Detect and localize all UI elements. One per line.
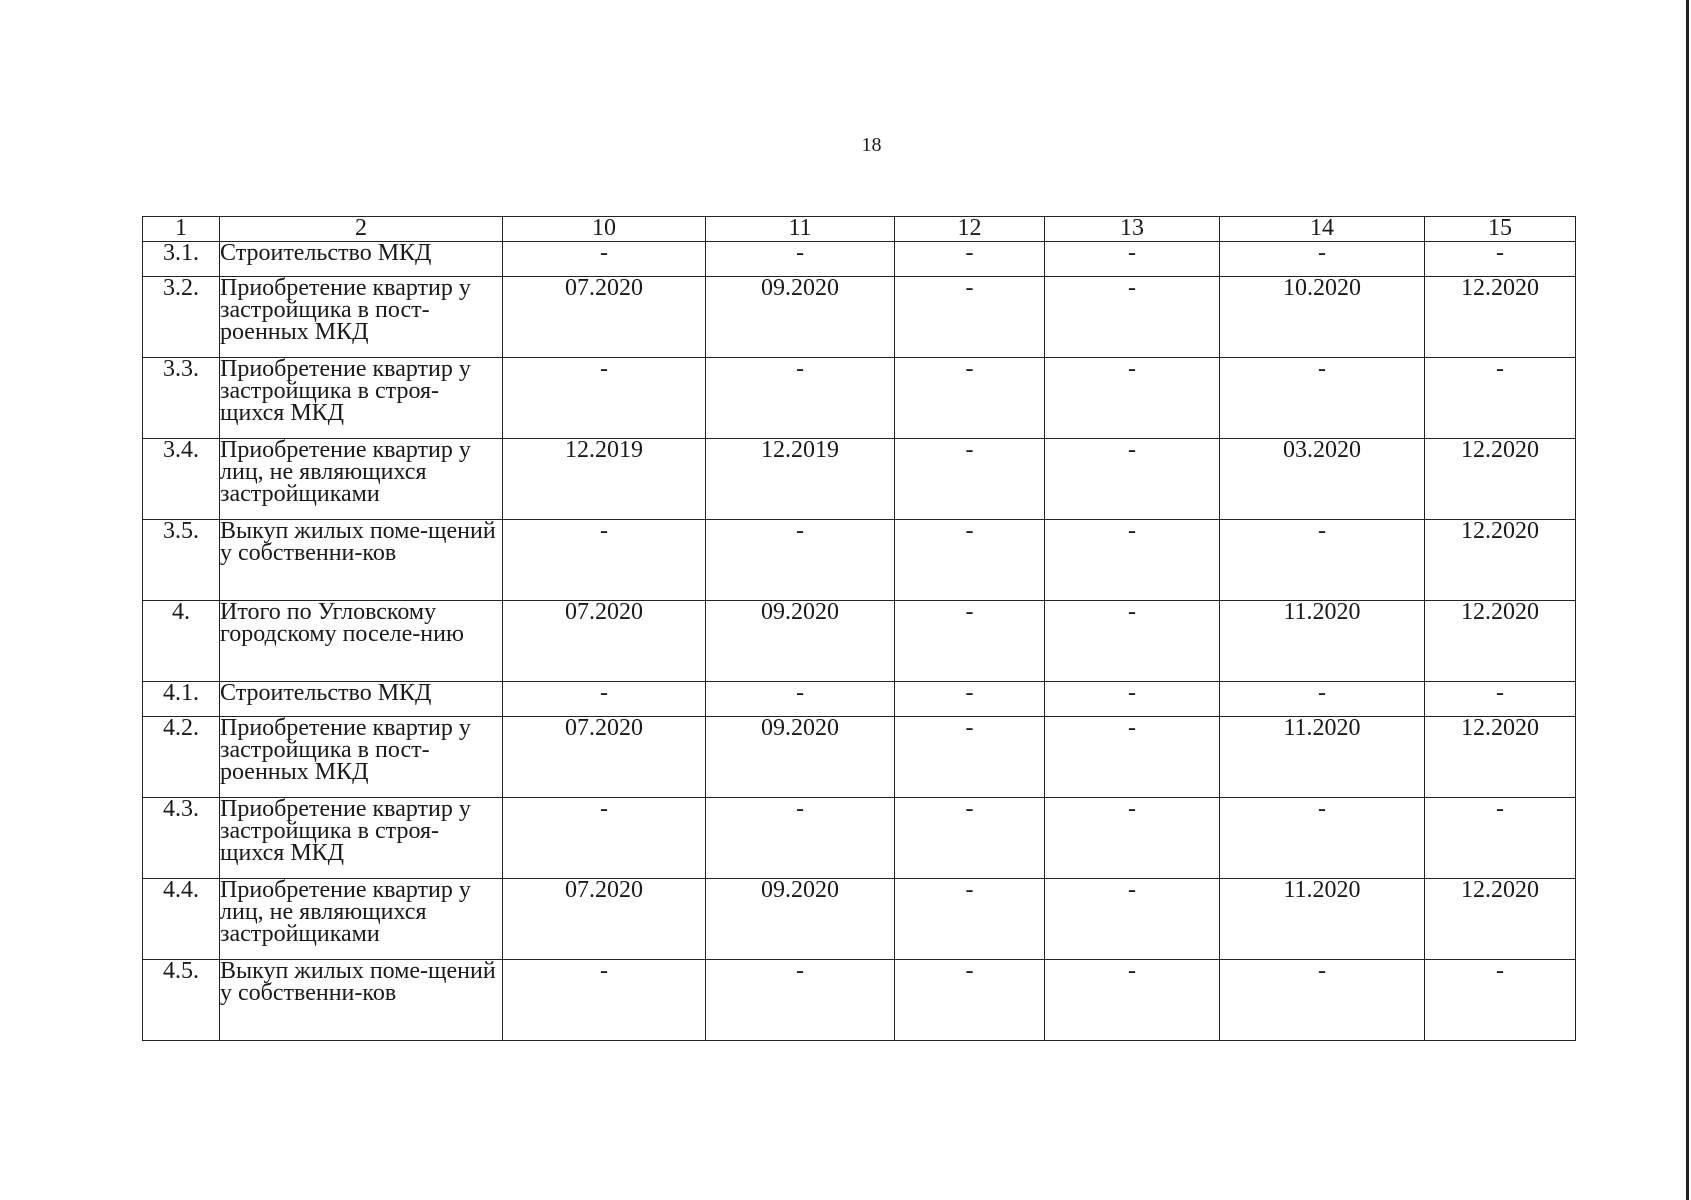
row-value-cell: - xyxy=(895,439,1045,520)
row-value-cell: 12.2020 xyxy=(1425,717,1576,798)
page-number: 18 xyxy=(861,134,882,156)
row-value-cell: - xyxy=(1425,798,1576,879)
row-name-cell: Приобретение квартир у застройщика в строя-щихся МКД xyxy=(220,798,503,879)
row-number-cell: 4.5. xyxy=(143,960,220,1041)
row-name-cell: Выкуп жилых поме-щений у собственни-ков xyxy=(220,960,503,1041)
row-value-cell: 07.2020 xyxy=(503,601,706,682)
row-value-cell: - xyxy=(706,960,895,1041)
row-value-cell: 09.2020 xyxy=(706,601,895,682)
row-value-cell: - xyxy=(895,242,1045,277)
table-row xyxy=(143,439,1576,520)
table-row xyxy=(143,879,1576,960)
row-value-cell: 10.2020 xyxy=(1220,277,1425,358)
row-value-cell: - xyxy=(706,520,895,601)
row-value-cell: - xyxy=(1045,242,1220,277)
row-name-cell: Строительство МКД xyxy=(220,242,503,277)
row-value-cell: 12.2020 xyxy=(1425,439,1576,520)
row-value-cell: - xyxy=(1045,879,1220,960)
row-value-cell: - xyxy=(706,358,895,439)
row-value-cell: - xyxy=(1220,798,1425,879)
row-value-cell: 07.2020 xyxy=(503,277,706,358)
row-name-cell: Приобретение квартир у лиц, не являющихся застройщиками xyxy=(220,439,503,520)
row-name-cell: Приобретение квартир у застройщика в пост-роенных МКД xyxy=(220,717,503,798)
row-number-cell: 3.3. xyxy=(143,358,220,439)
table-row xyxy=(143,601,1576,682)
row-value-cell: - xyxy=(895,960,1045,1041)
row-number-cell: 4.2. xyxy=(143,717,220,798)
table-row xyxy=(143,717,1576,798)
table-row xyxy=(143,358,1576,439)
row-value-cell: - xyxy=(895,520,1045,601)
table-row xyxy=(143,682,1576,717)
table-row xyxy=(143,798,1576,879)
row-value-cell: - xyxy=(1220,520,1425,601)
row-value-cell: 11.2020 xyxy=(1220,601,1425,682)
row-value-cell: - xyxy=(1220,960,1425,1041)
row-value-cell: 12.2019 xyxy=(706,439,895,520)
row-value-cell: 07.2020 xyxy=(503,717,706,798)
row-value-cell: 12.2020 xyxy=(1425,601,1576,682)
row-value-cell: - xyxy=(503,798,706,879)
row-value-cell: - xyxy=(706,242,895,277)
row-value-cell: - xyxy=(895,682,1045,717)
header-cell: 2 xyxy=(220,217,503,242)
row-value-cell: - xyxy=(895,879,1045,960)
row-number-cell: 3.1. xyxy=(143,242,220,277)
row-value-cell: - xyxy=(1045,358,1220,439)
row-name-cell: Приобретение квартир у застройщика в пост-роенных МКД xyxy=(220,277,503,358)
row-value-cell: 12.2020 xyxy=(1425,277,1576,358)
row-value-cell: 12.2019 xyxy=(503,439,706,520)
row-value-cell: - xyxy=(895,601,1045,682)
schedule-table xyxy=(142,216,1576,1041)
row-value-cell: - xyxy=(503,682,706,717)
row-value-cell: 12.2020 xyxy=(1425,520,1576,601)
header-cell: 1 xyxy=(143,217,220,242)
row-value-cell: - xyxy=(895,358,1045,439)
table-row xyxy=(143,520,1576,601)
row-value-cell: - xyxy=(706,682,895,717)
row-value-cell: - xyxy=(1045,717,1220,798)
row-value-cell: - xyxy=(1045,798,1220,879)
row-name-cell: Итого по Угловскому городскому поселе-нию xyxy=(220,601,503,682)
row-value-cell: 09.2020 xyxy=(706,277,895,358)
row-name-cell: Приобретение квартир у лиц, не являющихся застройщиками xyxy=(220,879,503,960)
page-edge-rule xyxy=(1686,0,1689,1200)
row-value-cell: - xyxy=(706,798,895,879)
row-value-cell: - xyxy=(1045,277,1220,358)
header-cell: 10 xyxy=(503,217,706,242)
row-number-cell: 3.2. xyxy=(143,277,220,358)
row-value-cell: - xyxy=(1425,960,1576,1041)
header-cell: 13 xyxy=(1045,217,1220,242)
row-number-cell: 4.4. xyxy=(143,879,220,960)
row-value-cell: - xyxy=(1425,242,1576,277)
row-value-cell: - xyxy=(1220,242,1425,277)
row-value-cell: 12.2020 xyxy=(1425,879,1576,960)
header-cell: 12 xyxy=(895,217,1045,242)
row-value-cell: - xyxy=(503,358,706,439)
row-name-cell: Приобретение квартир у застройщика в строя-щихся МКД xyxy=(220,358,503,439)
row-number-cell: 3.4. xyxy=(143,439,220,520)
row-number-cell: 4.1. xyxy=(143,682,220,717)
row-value-cell: - xyxy=(1045,520,1220,601)
header-cell: 14 xyxy=(1220,217,1425,242)
row-number-cell: 4.3. xyxy=(143,798,220,879)
row-value-cell: 11.2020 xyxy=(1220,879,1425,960)
row-value-cell: - xyxy=(1425,358,1576,439)
row-value-cell: 09.2020 xyxy=(706,879,895,960)
row-value-cell: - xyxy=(503,242,706,277)
table-row xyxy=(143,960,1576,1041)
header-cell: 15 xyxy=(1425,217,1576,242)
header-row xyxy=(143,217,1576,242)
row-value-cell: 11.2020 xyxy=(1220,717,1425,798)
row-value-cell: - xyxy=(503,960,706,1041)
row-value-cell: - xyxy=(1045,960,1220,1041)
row-value-cell: 03.2020 xyxy=(1220,439,1425,520)
row-number-cell: 4. xyxy=(143,601,220,682)
row-value-cell: - xyxy=(1425,682,1576,717)
row-value-cell: 09.2020 xyxy=(706,717,895,798)
row-value-cell: - xyxy=(895,717,1045,798)
row-value-cell: - xyxy=(1045,439,1220,520)
row-name-cell: Выкуп жилых поме-щений у собственни-ков xyxy=(220,520,503,601)
row-value-cell: - xyxy=(1220,358,1425,439)
row-value-cell: - xyxy=(1220,682,1425,717)
row-value-cell: 07.2020 xyxy=(503,879,706,960)
row-value-cell: - xyxy=(895,798,1045,879)
table-row xyxy=(143,242,1576,277)
row-name-cell: Строительство МКД xyxy=(220,682,503,717)
header-cell: 11 xyxy=(706,217,895,242)
row-value-cell: - xyxy=(895,277,1045,358)
row-value-cell: - xyxy=(503,520,706,601)
row-value-cell: - xyxy=(1045,682,1220,717)
table-row xyxy=(143,277,1576,358)
row-value-cell: - xyxy=(1045,601,1220,682)
row-number-cell: 3.5. xyxy=(143,520,220,601)
